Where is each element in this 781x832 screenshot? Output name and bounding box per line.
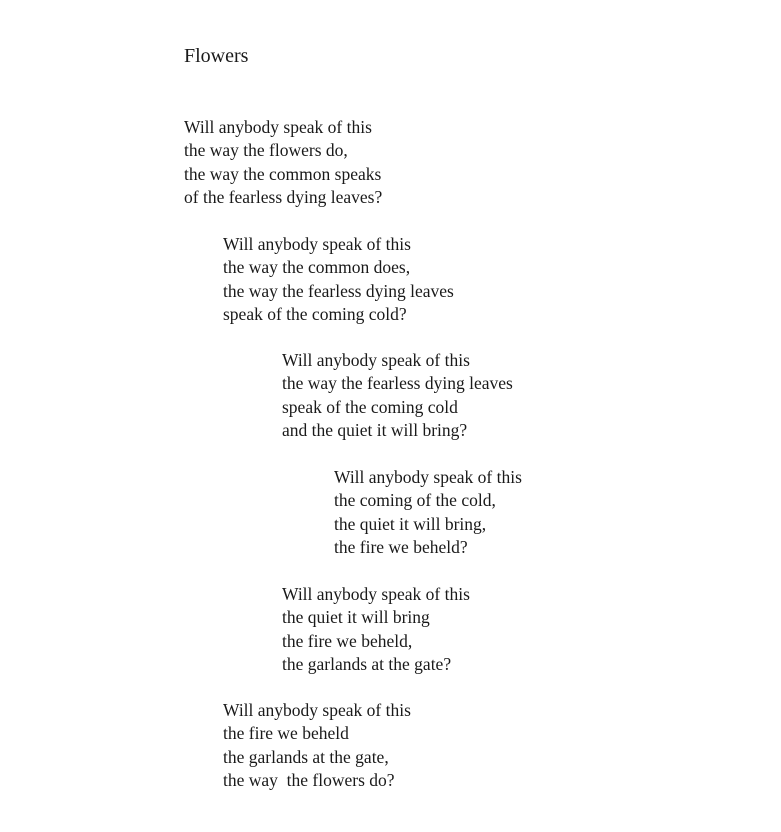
poem-line: speak of the coming cold: [282, 396, 458, 417]
poem-line: Will anybody speak of this: [223, 700, 411, 720]
poem-line: and the quiet it will bring?: [282, 419, 468, 440]
stanza-3: [282, 349, 513, 442]
poem-line: the garlands at the gate,: [223, 746, 389, 767]
stanza-5: [282, 583, 470, 676]
poem-line: Will anybody speak of this: [282, 350, 470, 370]
poem-line: Will anybody speak of this: [334, 467, 522, 487]
poem-line: Will anybody speak of this: [184, 117, 372, 137]
poem-line: Will anybody speak of this: [282, 584, 470, 604]
stanza-6: [223, 699, 411, 792]
poem-line: the way the common does,: [223, 257, 411, 278]
poem-line: Will anybody speak of this: [223, 234, 411, 254]
poem-line: the way the fearless dying leaves: [282, 373, 513, 394]
stanza-1: [184, 116, 382, 209]
poem-line: the fire we beheld?: [334, 536, 468, 557]
poem-line: of the fearless dying leaves?: [184, 186, 383, 207]
poem-line: the coming of the cold,: [334, 490, 496, 511]
poem-title: Flowers: [184, 45, 249, 67]
poem-line: the quiet it will bring: [282, 607, 430, 628]
poem-line: the quiet it will bring,: [334, 513, 487, 534]
poem-line: the way the common speaks: [184, 163, 382, 184]
poem-line: the garlands at the gate?: [282, 653, 452, 674]
stanza-4: [334, 466, 522, 559]
poem-line: the fire we beheld: [223, 723, 349, 744]
poem-line: the way the flowers do,: [184, 140, 348, 161]
poem-line: the fire we beheld,: [282, 630, 413, 651]
stanza-2: [223, 233, 454, 326]
poem-line: speak of the coming cold?: [223, 303, 407, 324]
poem-line: the way the flowers do?: [223, 769, 395, 790]
poem-line: the way the fearless dying leaves: [223, 280, 454, 301]
